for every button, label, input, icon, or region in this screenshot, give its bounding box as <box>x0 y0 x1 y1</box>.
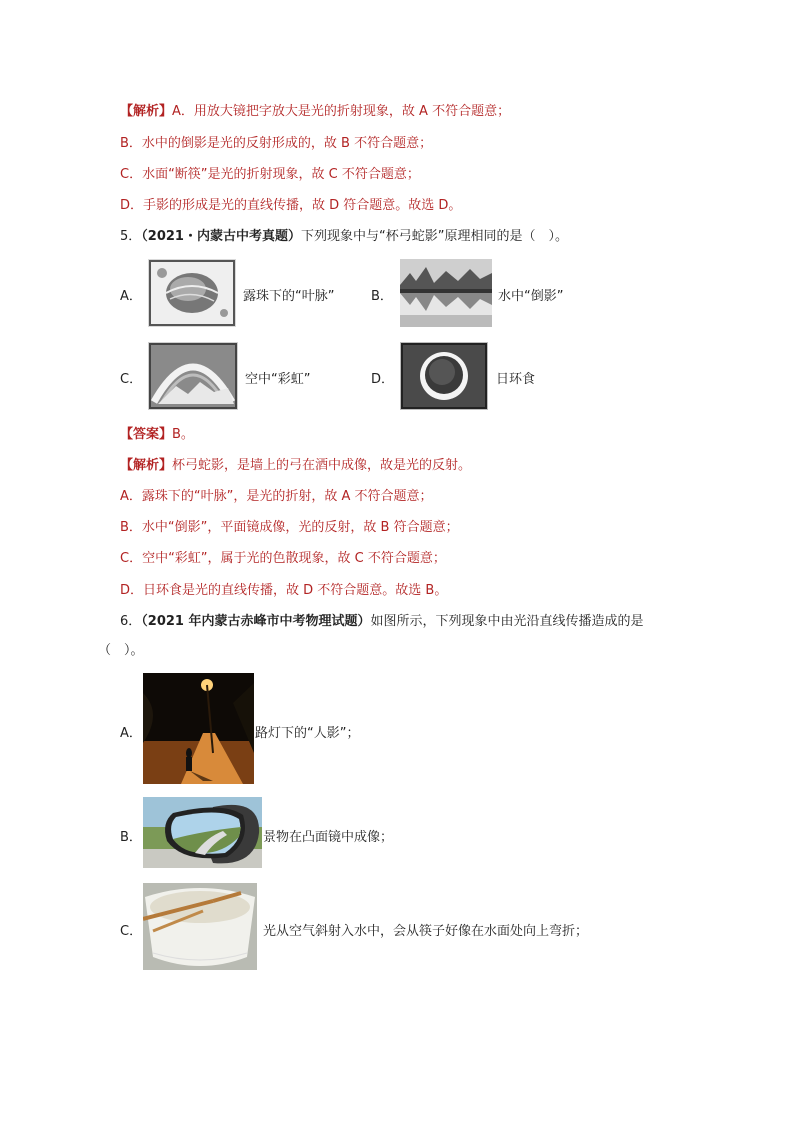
convex-mirror-image <box>143 797 262 868</box>
analysis-q5-line <box>120 457 471 475</box>
rainbow-image <box>148 342 238 410</box>
option-d-text: 日环食 <box>496 372 536 387</box>
question-text: 下列现象中与“杯弓蛇影”原理相同的是（ ）。 <box>300 229 568 244</box>
water-reflection-image <box>400 259 492 327</box>
option-b-text: 水中“倒影” <box>498 289 564 304</box>
option-c-letter: C． <box>120 372 143 387</box>
analysis-text: A．用放大镜把字放大是光的折射现象，故 A 不符合题意； <box>172 104 511 119</box>
option-c-text: 空中“彩虹” <box>245 372 311 387</box>
analysis-tag: 【解析】 <box>120 104 173 119</box>
analysis-q5-c: C．空中“彩虹”，属于光的色散现象，故 C 不符合题意； <box>120 551 446 566</box>
q6-option-a-text: 路灯下的“人影”； <box>255 726 360 741</box>
question-6-stem-cont: （ ）。 <box>98 643 144 658</box>
option-a-text: 露珠下的“叶脉” <box>243 289 335 304</box>
option-b-letter: B． <box>371 289 393 304</box>
analysis-q5-b: B．水中“倒影”，平面镜成像，光的反射，故 B 符合题意； <box>120 520 459 535</box>
analysis-q5-tag: 【解析】 <box>120 458 173 473</box>
question-number: 6． <box>120 614 142 629</box>
q6-option-c-text: 光从空气斜射入水中，会从筷子好像在水面处向上弯折； <box>263 924 589 939</box>
analysis-q5-text: 杯弓蛇影，是墙上的弓在酒中成像，故是光的反射。 <box>172 458 472 473</box>
analysis-line-1 <box>120 103 510 121</box>
answer-line <box>120 426 194 444</box>
analysis-line-2: B．水中的倒影是光的反射形成的，故 B 不符合题意； <box>120 136 433 151</box>
question-6-stem <box>120 613 644 631</box>
answer-tag: 【答案】 <box>120 427 173 442</box>
street-lamp-image <box>143 673 254 784</box>
dew-leaf-image <box>148 259 236 327</box>
analysis-q5-d: D．日环食是光的直线传播，故 D 不符合题意。故选 B。 <box>120 583 448 598</box>
analysis-line-3: C．水面“断筷”是光的折射现象，故 C 不符合题意； <box>120 167 420 182</box>
question-5-stem <box>120 228 568 246</box>
q6-option-a-letter: A． <box>120 726 142 741</box>
analysis-q5-a: A．露珠下的“叶脉”，是光的折射，故 A 不符合题意； <box>120 489 433 504</box>
q6-option-b-letter: B． <box>120 830 142 845</box>
option-d-letter: D． <box>371 372 395 387</box>
q6-option-b-text: 景物在凸面镜中成像； <box>263 830 394 845</box>
question-source: （2021 年内蒙古赤峰市中考物理试题） <box>141 614 371 629</box>
question-number: 5． <box>120 229 142 244</box>
answer-text: B。 <box>172 427 194 442</box>
q6-option-c-letter: C． <box>120 924 143 939</box>
question-text: 如图所示，下列现象中由光沿直线传播造成的是 <box>370 614 644 629</box>
annular-eclipse-image <box>400 342 488 410</box>
option-a-letter: A． <box>120 289 142 304</box>
analysis-line-4: D．手影的形成是光的直线传播，故 D 符合题意。故选 D。 <box>120 198 462 213</box>
question-source: （2021・内蒙古中考真题） <box>141 229 301 244</box>
chopstick-bowl-image <box>143 883 257 970</box>
